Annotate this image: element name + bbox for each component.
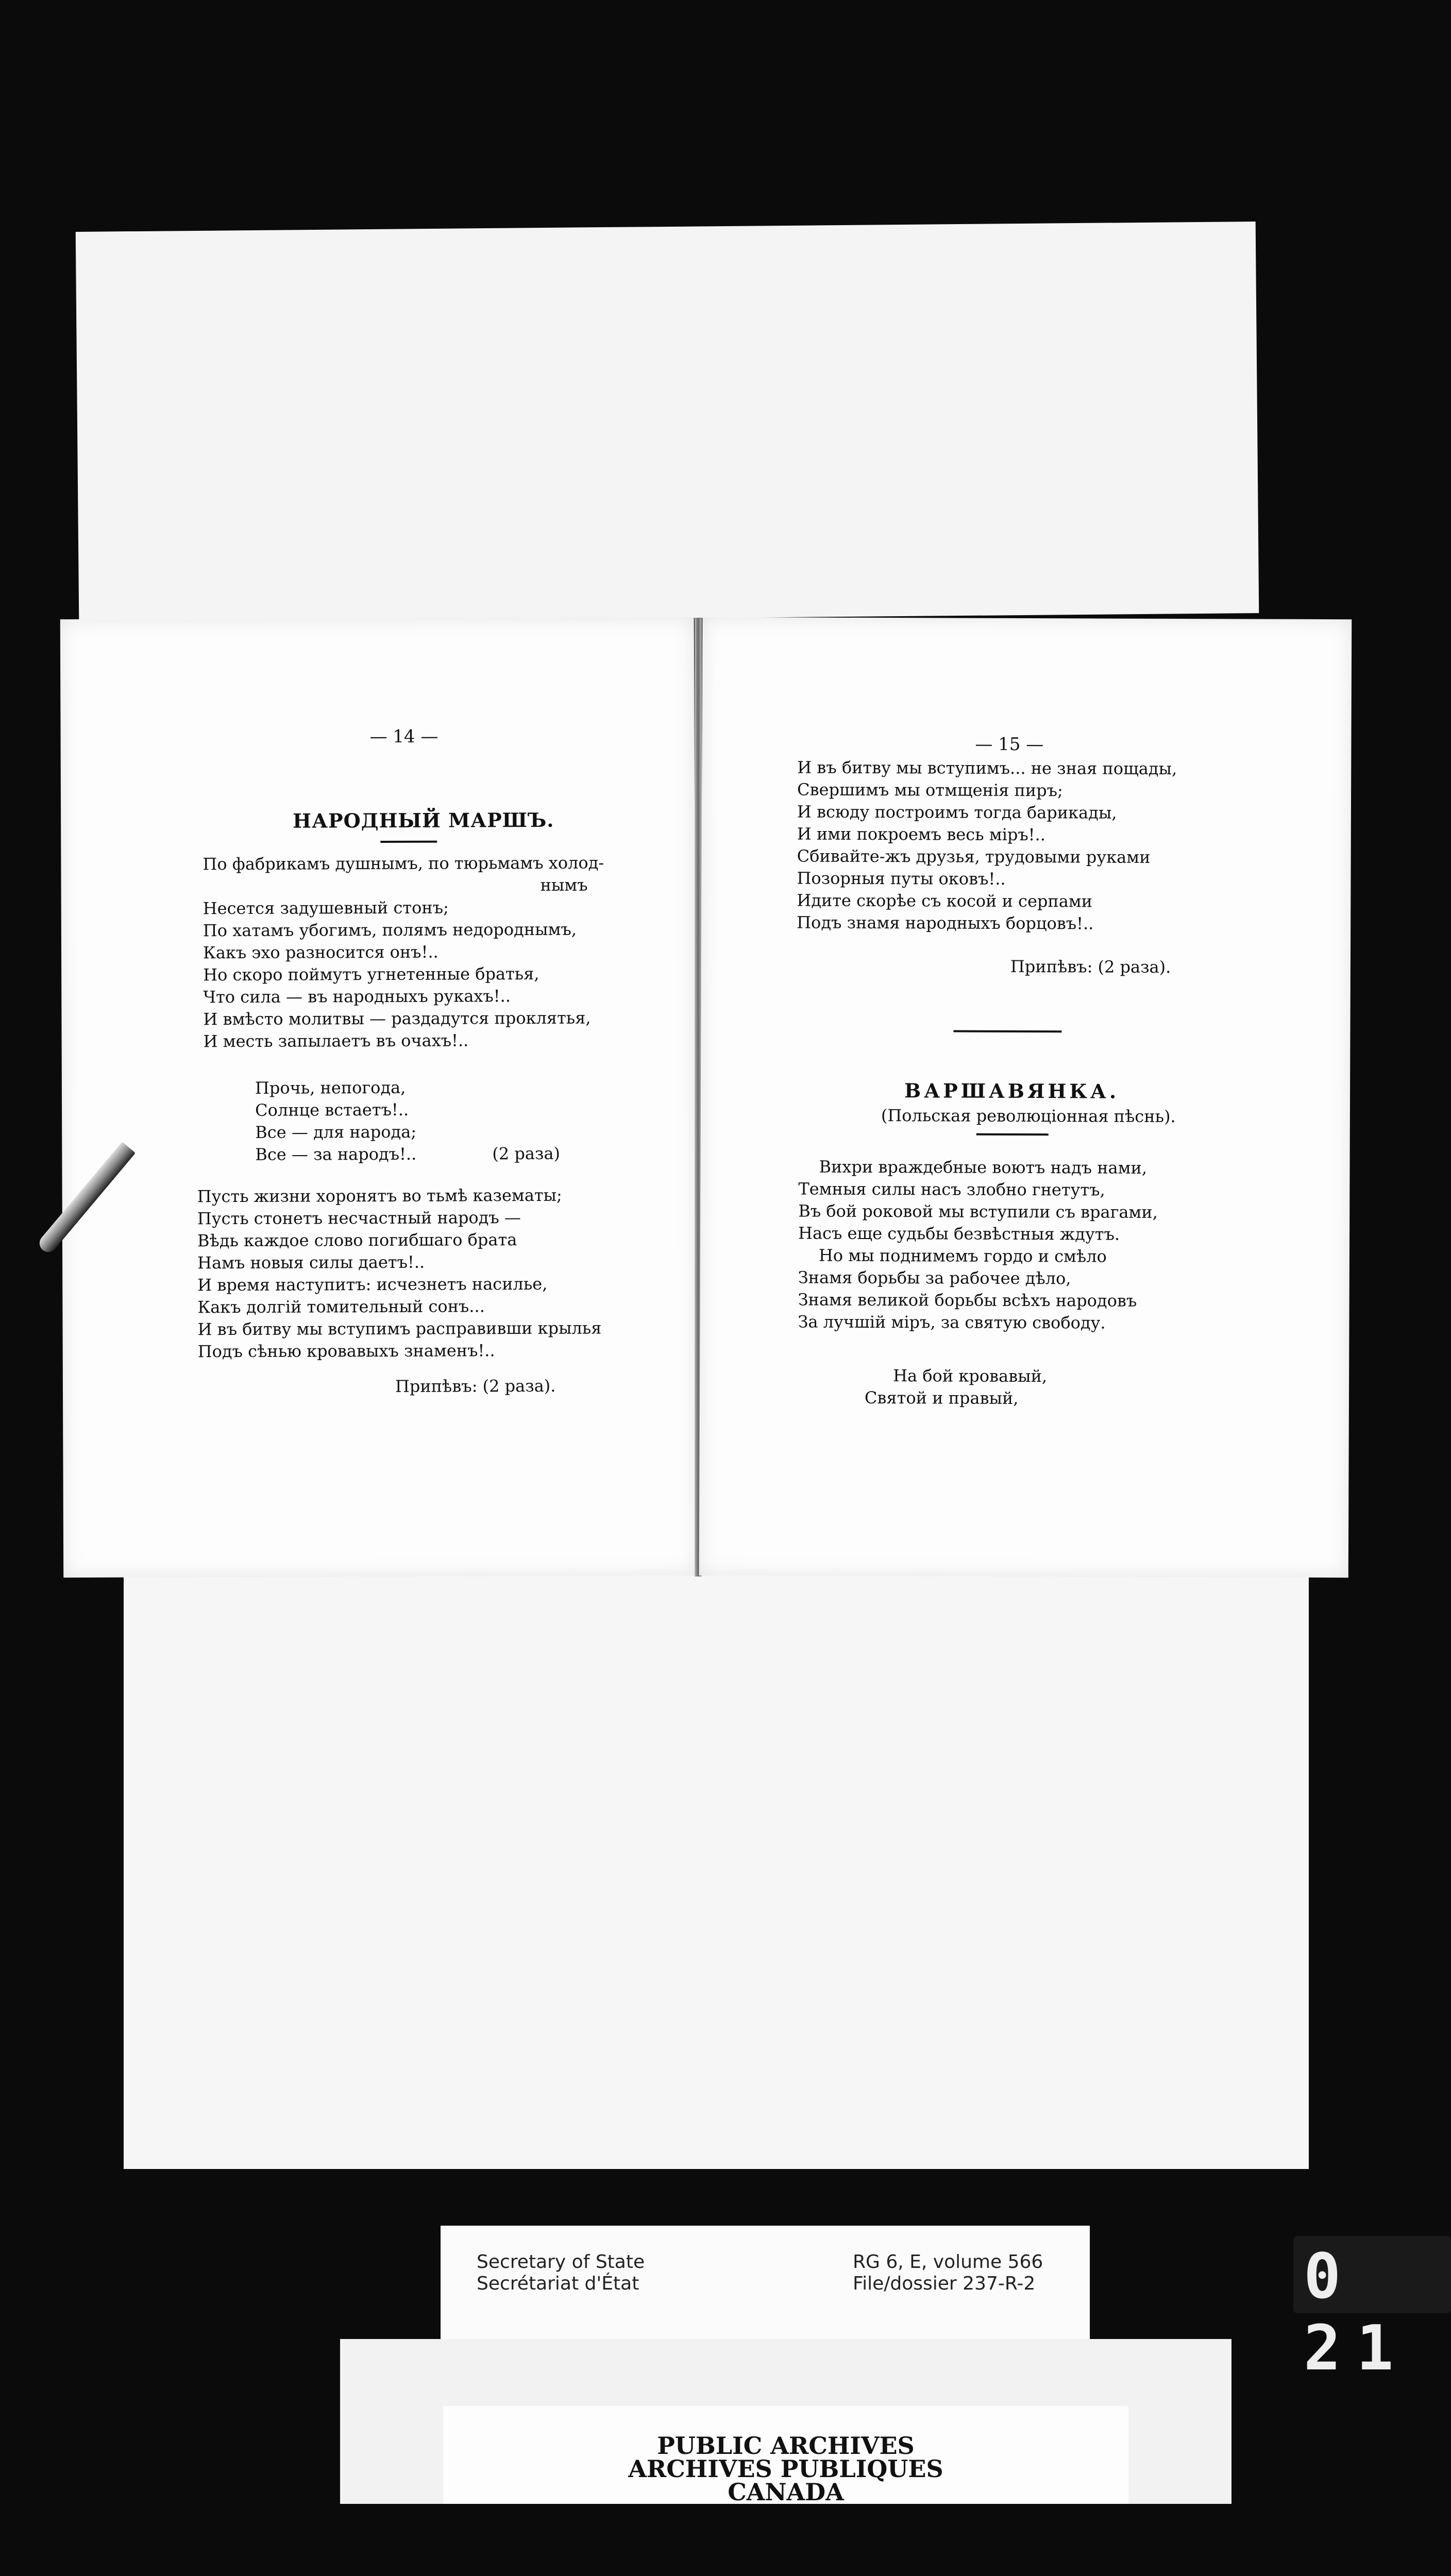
stanza-1 (203, 852, 604, 1053)
verse-line: Знамя великой борьбы всѣхъ народовъ (798, 1290, 1137, 1311)
verse-line: Намъ новыя силы даетъ!.. (197, 1252, 425, 1273)
verse-line: Вѣдь каждое слово погибшаго брата (197, 1230, 517, 1251)
refrain-line: Все — для народа; (255, 1122, 417, 1142)
verse-line: И ими покроемъ весь міръ!.. (797, 824, 1045, 845)
file-number: File/dossier 237-R-2 (853, 2273, 1036, 2294)
verse-line: Несется задушевный стонъ; (203, 897, 449, 919)
verse-line: Идите скорѣе съ косой и серпами (797, 890, 1093, 911)
verse-line: Въ бой роковой мы вступили съ врагами, (798, 1201, 1158, 1222)
verse-line: Позорныя путы оковъ!.. (797, 868, 1006, 889)
frame-counter-text: 0 21 (1304, 2241, 1409, 2384)
stamp-inner (443, 2406, 1128, 2504)
open-booklet (62, 618, 1350, 1577)
page-number-15: — 15 — (975, 734, 1044, 755)
title-rule (976, 1133, 1049, 1136)
verse-line: Но мы поднимемъ гордо и смѣло (818, 1245, 1107, 1266)
verse-line: Святой и правый, (864, 1387, 1019, 1408)
chorus-note: Припѣвъ: (2 раза). (395, 1376, 556, 1396)
verse-line: нымъ (540, 875, 588, 895)
verse-line: Но скоро поймутъ угнетенные братья, (203, 963, 539, 985)
verse-line: За лучшій міръ, за святую свободу. (798, 1312, 1106, 1333)
archives-stamp (340, 2339, 1231, 2504)
frame-counter (1293, 2236, 1451, 2384)
stanza-continued (797, 756, 1177, 935)
stamp-line-3: CANADA (728, 2478, 844, 2506)
right-page (699, 617, 1352, 1578)
title-narodny-marsh: НАРОДНЫЙ МАРШЪ. (293, 808, 554, 833)
refrain-line: Прочь, непогода, (255, 1077, 406, 1098)
verse-line: По фабрикамъ душнымъ, по тюрьмамъ холод- (203, 853, 604, 874)
page-number-14: — 14 — (369, 726, 438, 748)
title-varshavyanka: ВАРШАВЯНКА. (904, 1079, 1120, 1103)
chorus-note: Припѣвъ: (2 раза). (1010, 956, 1171, 977)
verse-line: И вмѣсто молитвы — раздадутся проклятья, (203, 1008, 591, 1029)
verse-line: Сбивайте-жъ друзья, трудовыми руками (797, 846, 1151, 867)
verse-line: И въ битву мы вступимъ расправивши крылья (197, 1318, 602, 1340)
refrain-line: Все — за народъ!.. (255, 1144, 417, 1164)
verse-line: Какъ долгій томительный сонъ... (197, 1296, 485, 1317)
department-en: Secretary of State (477, 2251, 645, 2273)
backing-sheet-top (76, 222, 1259, 623)
section-divider (953, 1030, 1061, 1033)
verse-line: И время наступитъ: исчезнетъ насилье, (197, 1274, 548, 1295)
verse-line: Темныя силы насъ злобно гнетутъ, (798, 1179, 1105, 1200)
verse-line: Какъ эхо разносится онъ!.. (203, 942, 438, 963)
verse-line: И всюду построимъ тогда барикады, (797, 802, 1117, 823)
verse-line: Знамя борьбы за рабочее дѣло, (798, 1267, 1071, 1289)
verse-line: И месть запылаетъ въ очахъ!.. (203, 1030, 469, 1052)
verse-line: Пусть жизни хоронятъ во тьмѣ казематы; (197, 1185, 562, 1207)
left-page (60, 617, 697, 1578)
verse-line: По хатамъ убогимъ, полямъ недороднымъ, (203, 919, 577, 941)
verse-line: Пусть стонетъ несчастный народъ — (197, 1208, 521, 1229)
verse-line: Подъ знамя народныхъ борцовъ!.. (797, 912, 1094, 934)
stamp-line-2: ARCHIVES PUBLIQUES (628, 2455, 943, 2483)
department-fr: Secrétariat d'État (477, 2273, 639, 2294)
verse-line: Вихри враждебные воютъ надъ нами, (819, 1157, 1148, 1178)
stamp-line-1: PUBLIC ARCHIVES (657, 2432, 915, 2460)
verse-line: Подъ сѣнью кровавыхъ знаменъ!.. (197, 1341, 495, 1362)
verse-line: Насъ еще судьбы безвѣстныя ждутъ. (798, 1223, 1120, 1244)
refrain (255, 1077, 416, 1166)
verse-line: На бой кровавый, (893, 1366, 1048, 1386)
verse-line: Свершимъ мы отмщенія пиръ; (797, 779, 1063, 801)
verse-line: Что сила — въ народныхъ рукахъ!.. (203, 986, 511, 1007)
backing-sheet-bottom (124, 1561, 1309, 2169)
refrain-line: Солнце встаетъ!.. (255, 1099, 409, 1120)
record-group: RG 6, E, volume 566 (853, 2251, 1043, 2273)
title-rule (380, 841, 437, 843)
stanza-varshavyanka (798, 1156, 1158, 1334)
refrain-repeat-note: (2 раза) (492, 1143, 561, 1164)
verse-line: И въ битву мы вступимъ... не зная пощады, (797, 757, 1177, 779)
subtitle: (Польская революціонная пѣснь). (881, 1106, 1176, 1127)
stanza-refrain (865, 1365, 1047, 1410)
stanza-2 (197, 1184, 602, 1363)
